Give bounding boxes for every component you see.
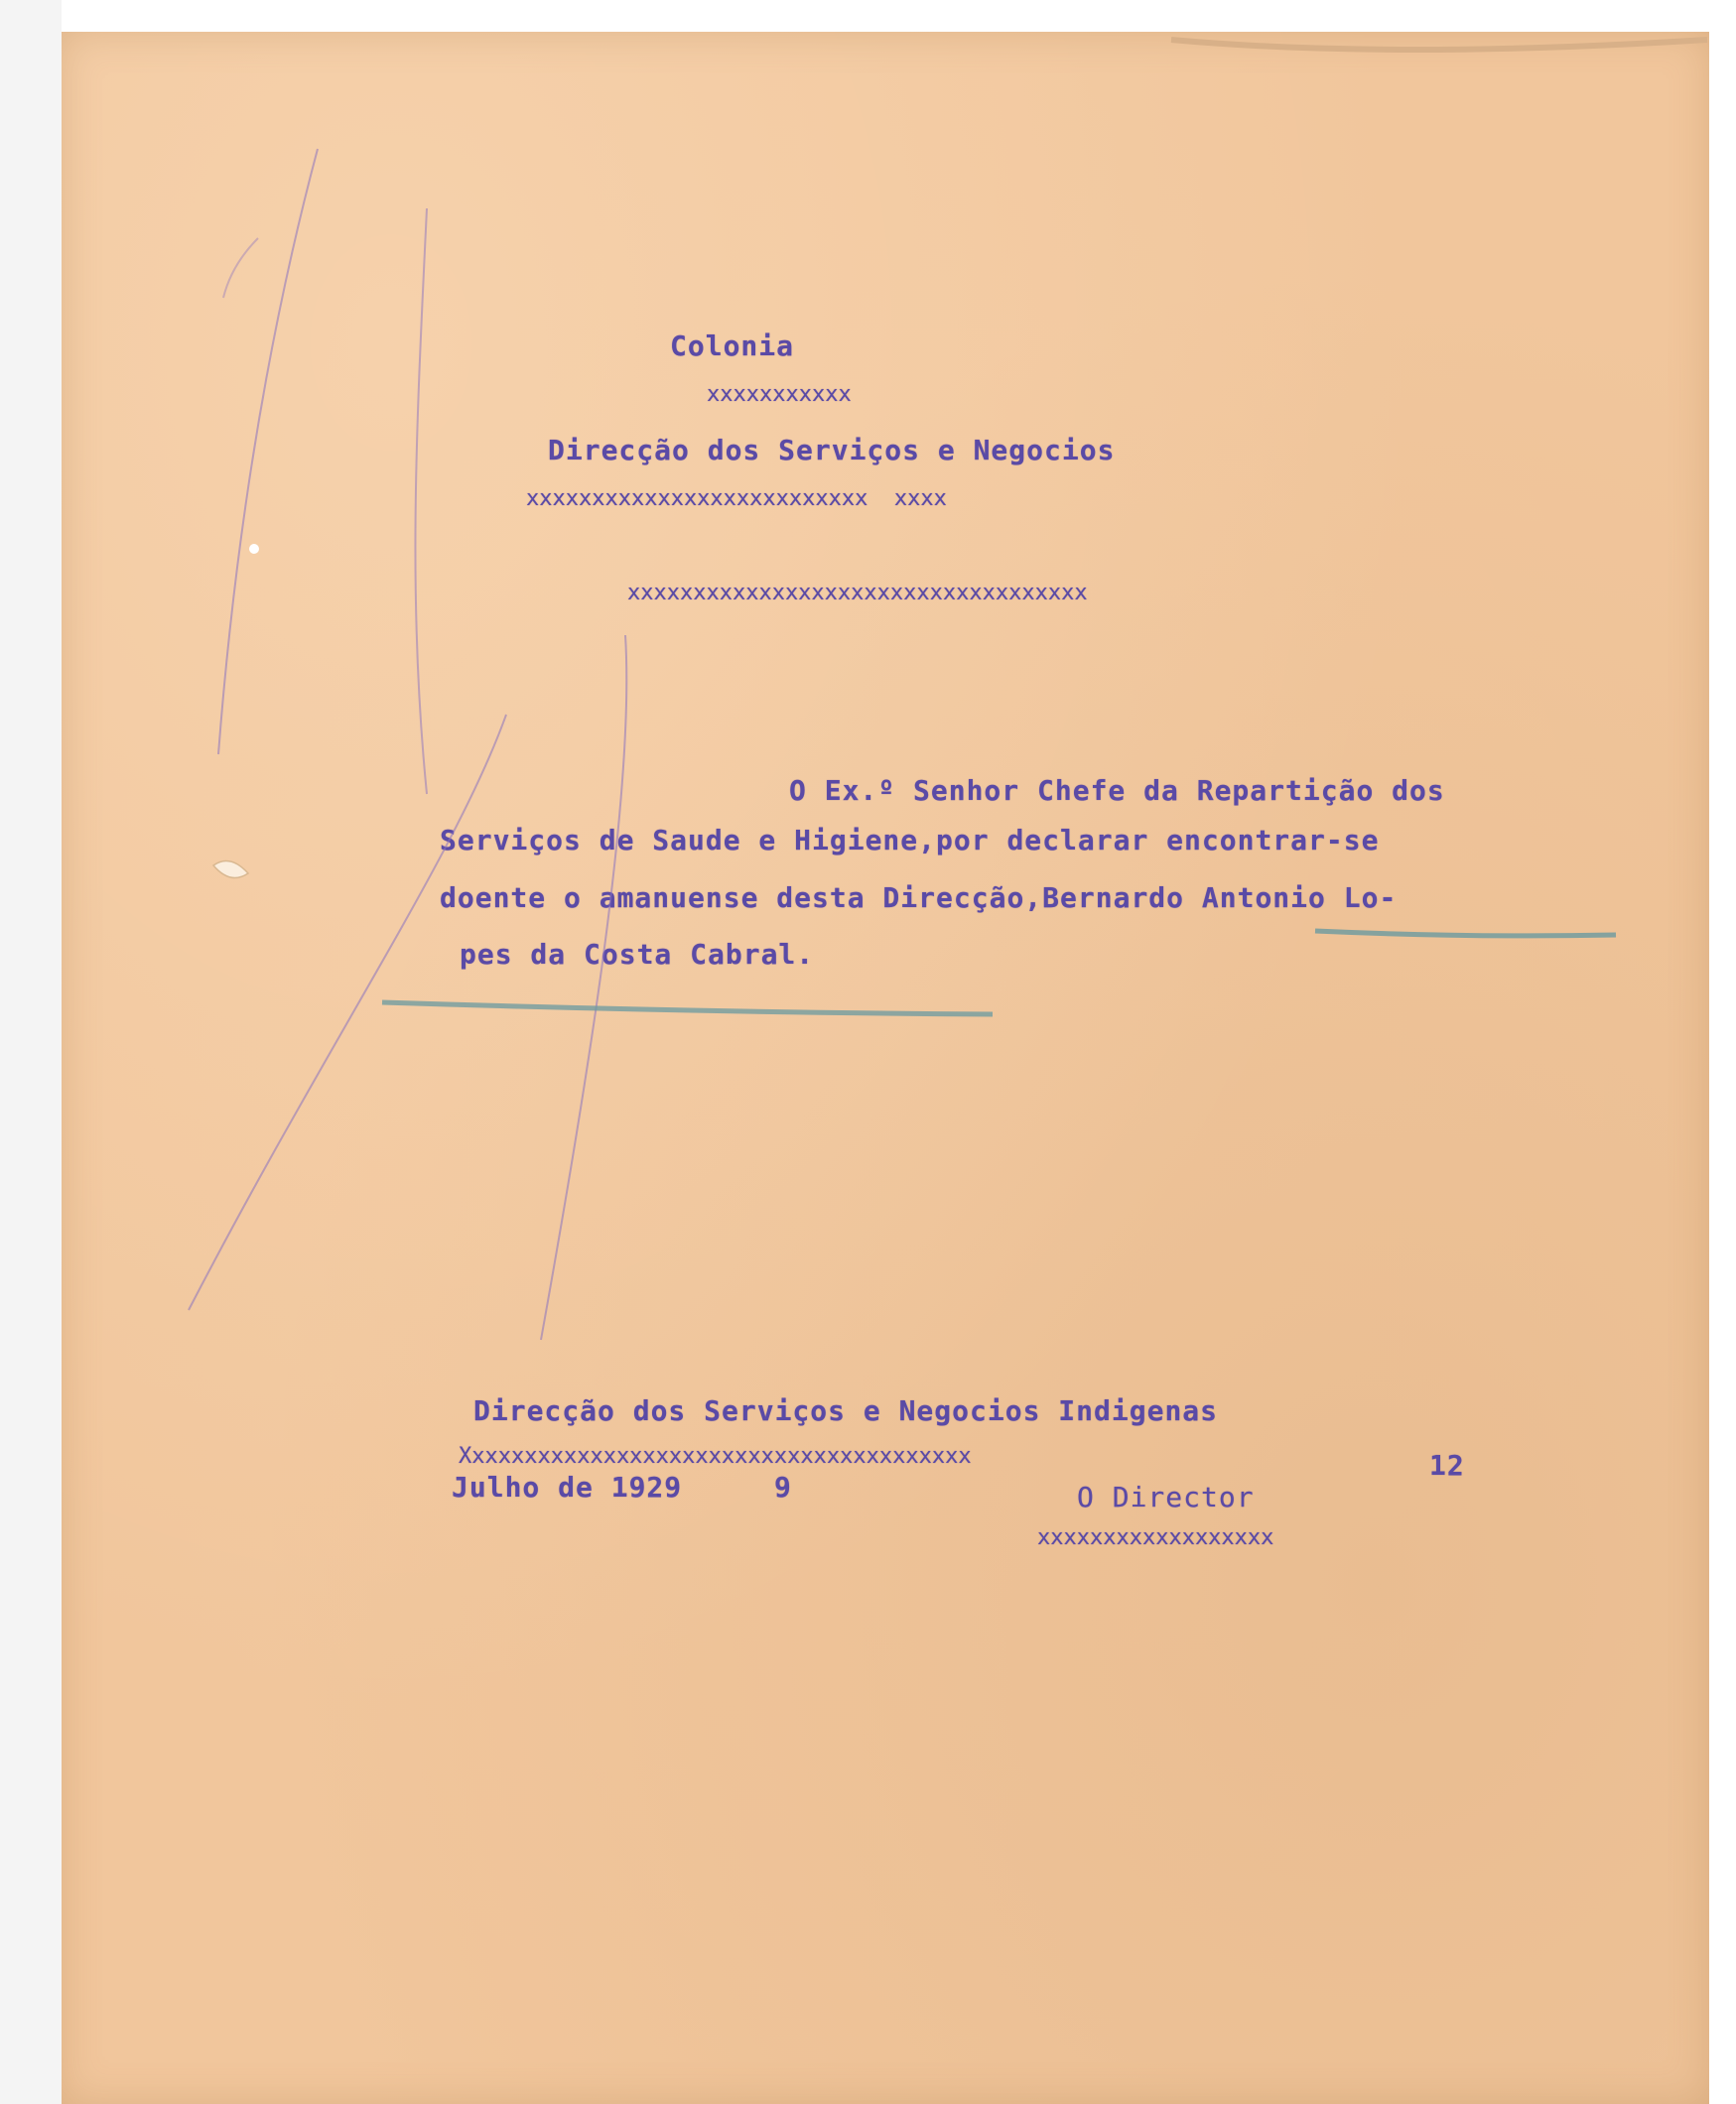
strikeout-line: xxxxxxxxxxxxxxxxxxxxxxxxxx xxxx bbox=[526, 486, 947, 511]
strikeout-line: xxxxxxxxxxxxxxxxxxxxxxxxxxxxxxxxxxx bbox=[627, 581, 1088, 605]
signatory-title: O Director bbox=[1077, 1481, 1255, 1513]
page-number: 12 bbox=[1429, 1449, 1465, 1482]
scan-margin bbox=[0, 0, 62, 2104]
direction-heading: Direcção dos Serviços e Negocios bbox=[548, 434, 1116, 466]
body-line: Serviços de Saude e Higiene,por declarar encontrar-se bbox=[440, 824, 1380, 856]
body-line: O Ex.º Senhor Chefe da Repartição dos bbox=[789, 774, 1445, 807]
footer-direction: Direcção dos Serviços e Negocios Indigenas bbox=[473, 1394, 1219, 1427]
strikeout-line: xxxxxxxxxxxxxxxxxx bbox=[1037, 1525, 1274, 1550]
colony-heading: Colonia bbox=[670, 329, 795, 362]
date-text: Julho de 1929 bbox=[452, 1471, 683, 1504]
strikeout-line: Xxxxxxxxxxxxxxxxxxxxxxxxxxxxxxxxxxxxxxx bbox=[459, 1444, 972, 1469]
paper-sheet bbox=[62, 32, 1709, 2104]
body-line: pes da Costa Cabral. bbox=[460, 938, 815, 971]
strikeout-line: xxxxxxxxxxx bbox=[707, 382, 852, 407]
day-number: 9 bbox=[774, 1471, 792, 1504]
body-line: doente o amanuense desta Direcção,Bernardo Antonio Lo- bbox=[440, 881, 1398, 914]
